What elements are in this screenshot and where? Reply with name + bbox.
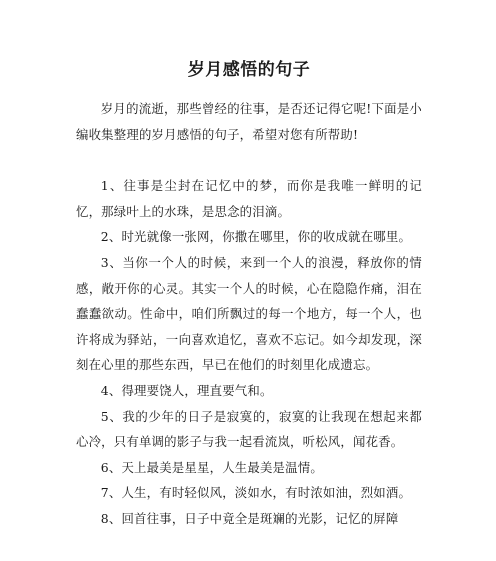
list-item: 6、天上最美是星星，人生最美是温情。 [100, 459, 323, 475]
document-page [76, 58, 422, 532]
paragraph-gap [76, 147, 422, 173]
list-item: 5、我的少年的日子是寂寞的，寂寞的让我现在想起来都心冷，只有单调的影子与我一起看流岚，听松风，闻花香。 [76, 408, 422, 450]
intro-paragraph: 岁月的流逝，那些曾经的往事，是否还记得它呢!下面是小编收集整理的岁月感悟的句子，希望对您有所帮助! [76, 101, 422, 142]
list-item: 8、回首往事，日子中竟全是斑斓的光影，记忆的屏障 [100, 510, 399, 526]
list-item: 2、时光就像一张网，你撒在哪里，你的收成就在哪里。 [100, 229, 412, 245]
list-item: 3、当你一个人的时候，来到一个人的浪漫，释放你的情感，敞开你的心灵。其实一个人的时候，心在隐隐作痛，泪在蠢蠢欲动。性命中，咱们所飘过的每一个地方，每一个人，也许将成为驿站，一向喜欢追忆，喜欢不忘记。如今却发现，深刻在心里的那些东西，早已在他们的时刻里化成遗忘。 [76, 254, 422, 373]
list-item: 4、得理要饶人，理直要气和。 [100, 382, 273, 398]
list-item: 1、往事是尘封在记忆中的梦，而你是我唯一鲜明的记忆，那绿叶上的水珠，是思念的泪滴。 [76, 178, 422, 219]
list-item: 7、人生，有时轻似风，淡如水，有时浓如油，烈如酒。 [100, 485, 412, 501]
document-title: 岁月感悟的句子 [187, 60, 311, 80]
